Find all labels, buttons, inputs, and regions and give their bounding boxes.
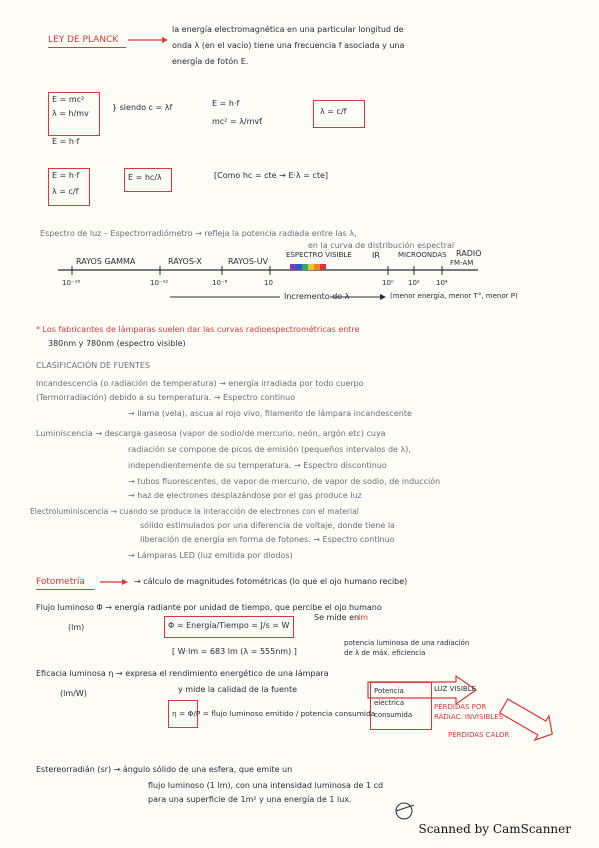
lum-line-2: radiación se compone de picos de emisión (pequeños intervalos de λ),	[128, 445, 411, 454]
tick-7: 10⁴	[436, 279, 448, 287]
lum-line-1: Luminiscencia → descarga gaseosa (vapor de sodio/de mercurio, neón, argón etc) cuya	[36, 429, 386, 438]
flujo-line: Flujo luminoso Φ → energía radiante por unidad de tiempo, que percibe el ojo humano	[36, 603, 382, 612]
planck-line-2: onda λ (en el vacío) tiene una frecuencia f asociada y una	[172, 41, 405, 50]
fotometria-title: Fotometría	[36, 577, 85, 587]
spectrum-line-1: Espectro de luz – Espectrorradiómetro → refleja la potencia radiada entre las λ,	[40, 229, 357, 238]
increment-label: Incremento de λ	[284, 292, 350, 301]
diag-perdidas-calor: PÉRDIDAS CALOR	[448, 731, 510, 739]
equivalence: [ W·lm = 683 lm (λ = 555nm) ]	[172, 647, 297, 656]
derivation-2: mc² = λ/mvf	[212, 117, 262, 126]
band-fm-am: FM-AM	[450, 259, 474, 267]
diag-potencia: Potencia	[374, 687, 404, 695]
inc-line-1: Incandescencia (o radiación de temperatura) → energía irradiada por todo cuerpo	[36, 379, 364, 388]
formula-3: E = h·f	[52, 137, 80, 146]
manufacturer-note-1: * Los fabricantes de lámparas suelen dar las curvas radioespectrométricas entre	[36, 325, 360, 334]
lum-line-3: independientemente de su temperatura. → Espectro discontinuo	[128, 461, 387, 470]
band-gamma: RAYOS GAMMA	[76, 257, 136, 266]
diag-perdidas-2: RADIAC. INVISIBLES	[434, 713, 504, 721]
fotometria-underline	[36, 589, 94, 590]
inc-line-3: → llama (vela), ascua al rojo vivo, filamento de lámpara incandescente	[128, 409, 412, 418]
diag-perdidas-1: PÉRDIDAS POR	[434, 703, 487, 711]
clasif-title: CLASIFICACIÓN DE FUENTES	[36, 361, 151, 370]
band-microwave: MICROONDAS	[398, 251, 447, 259]
eficacia-line: Eficacia luminosa η → expresa el rendimiento energético de una lámpara	[36, 669, 329, 678]
estereo-line-2: flujo luminoso (1 lm), con una intensidad luminosa de 1 cd	[148, 781, 384, 790]
el-line-1: Electroluminiscencia → cuando se produce la interacción de electrones con el material	[30, 507, 359, 516]
fotometria-desc: → cálculo de magnitudes fotométricas (lo que el ojo humano recibe)	[134, 577, 408, 586]
planck-line-1: la energía electromagnética en una particular longitud de	[172, 25, 404, 34]
manufacturer-note-2: 380nm y 780nm (espectro visible)	[48, 339, 186, 348]
equivalence-note-1: potencia luminosa de una radiación	[344, 639, 470, 647]
eficacia-unit: (lm/W)	[60, 689, 87, 698]
lum-line-5: → haz de electrones desplazándose por el gas produce luz	[128, 491, 362, 500]
flujo-formula: Φ = Energía/Tiempo = J/s = W	[168, 621, 290, 630]
spectrum-line-2: en la curva de distribución espectral	[308, 241, 455, 250]
band-uv: RAYOS-UV	[228, 257, 269, 266]
formula-2: λ = h/mv	[52, 109, 89, 118]
band-xray: RAYOS-X	[168, 257, 202, 266]
increment-note: (menor energía, menor T°, menor P)	[390, 292, 518, 300]
title-underline	[48, 47, 126, 48]
mide-label: Se mide en	[314, 613, 360, 622]
eficacia-quality: y mide la calidad de la fuente	[178, 685, 297, 694]
inc-line-2: (Termorradiación) debido a su temperatura. → Espectro continuo	[36, 393, 296, 402]
tick-4: 10	[264, 279, 273, 287]
band-radio: RADIO	[456, 249, 482, 258]
band-ir: IR	[372, 251, 380, 260]
eficacia-formula: η = Φ/P = flujo luminoso emitido / potencia consumida	[172, 709, 376, 718]
flujo-unit: (lm)	[68, 623, 85, 632]
tick-6: 10²	[408, 279, 420, 287]
result-2: E = hc/λ	[128, 173, 162, 182]
diag-consumida: consumida	[374, 711, 413, 719]
estereo-line-1: Estereorradián (sr) → ángulo sólido de una esfera, que emite un	[36, 765, 293, 774]
note-c-lambda-f: } siendo c = λf	[112, 103, 173, 112]
tick-1: 10⁻¹⁶	[62, 279, 81, 287]
tick-2: 10⁻¹²	[150, 279, 169, 287]
tick-5: 10⁰	[382, 279, 394, 287]
formula-5: λ = c/f	[52, 187, 79, 196]
scanner-watermark: Scanned by CamScanner	[418, 822, 571, 836]
band-visible: ESPECTRO VISIBLE	[286, 251, 352, 259]
planck-line-3: energía de fotón E.	[172, 57, 249, 66]
constant-note: [Como hc = cte → E·λ = cte]	[214, 171, 329, 180]
el-line-4: → Lámparas LED (luz emitida por diodos)	[128, 551, 293, 560]
derivation-1: E = h·f	[212, 99, 240, 108]
diag-luz-visible: LUZ VISIBLE	[434, 685, 477, 693]
diag-electrica: eléctrica	[374, 699, 405, 707]
tick-3: 10⁻⁸	[212, 279, 228, 287]
planck-title: LEY DE PLANCK	[48, 35, 119, 45]
formula-1: E = mc²	[52, 95, 85, 104]
result-1: λ = c/f	[320, 107, 347, 116]
el-line-3: liberación de energía en forma de fotones. → Espectro continuo	[140, 535, 395, 544]
formula-4: E = h·f	[52, 171, 80, 180]
equivalence-note-2: de λ de máx. eficiencia	[344, 649, 426, 657]
lum-line-4: → tubos fluorescentes, de vapor de mercurio, de vapor de sodio, de inducción	[128, 477, 441, 486]
estereo-line-3: para una superficie de 1m² y una energía de 1 lux.	[148, 795, 352, 804]
mide-unit: lm	[358, 613, 369, 622]
el-line-2: sólido estimulados por una diferencia de voltaje, donde tiene la	[140, 521, 395, 530]
